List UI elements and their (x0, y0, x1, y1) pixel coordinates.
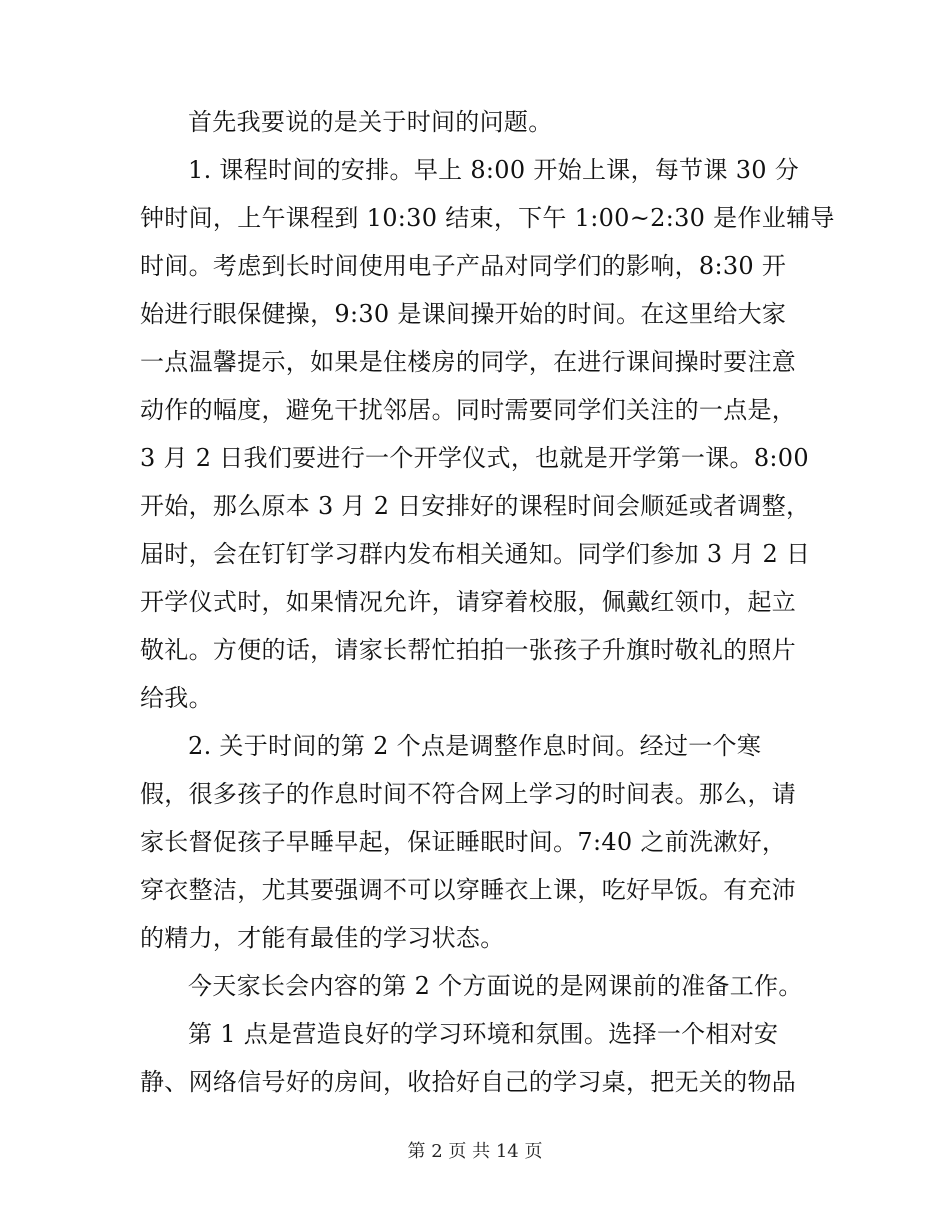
text-line: 的精力，才能有最佳的学习状态。 (140, 924, 505, 952)
text-line: 今天家长会内容的第 2 个方面说的是网课前的准备工作。 (188, 972, 803, 1000)
text-line: 家长督促孩子早睡早起，保证睡眠时间。7:40 之前洗漱好， (140, 828, 787, 856)
text-line: 钟时间，上午课程到 10:30 结束，下午 1:00~2:30 是作业辅导 (140, 204, 835, 232)
text-line: 假，很多孩子的作息时间不符合网上学习的时间表。那么，请 (140, 780, 797, 808)
text-line: 静、网络信号好的房间，收拾好自己的学习桌，把无关的物品 (140, 1068, 797, 1096)
text-line: 首先我要说的是关于时间的问题。 (188, 108, 553, 136)
text-line: 敬礼。方便的话，请家长帮忙拍拍一张孩子升旗时敬礼的照片 (140, 636, 797, 664)
text-line: 给我。 (140, 684, 213, 712)
text-line: 始进行眼保健操，9:30 是课间操开始的时间。在这里给大家 (140, 300, 787, 328)
text-line: 时间。考虑到长时间使用电子产品对同学们的影响，8:30 开 (140, 252, 787, 280)
text-line: 开始，那么原本 3 月 2 日安排好的课程时间会顺延或者调整， (140, 492, 811, 520)
text-line: 开学仪式时，如果情况允许，请穿着校服，佩戴红领巾，起立 (140, 588, 797, 616)
text-line: 届时，会在钉钉学习群内发布相关通知。同学们参加 3 月 2 日 (140, 540, 811, 568)
text-line: 动作的幅度，避免干扰邻居。同时需要同学们关注的一点是， (140, 396, 797, 424)
text-line: 3 月 2 日我们要进行一个开学仪式，也就是开学第一课。8:00 (140, 444, 809, 472)
text-line: 第 1 点是营造良好的学习环境和氛围。选择一个相对安 (188, 1020, 779, 1048)
text-line: 一点温馨提示，如果是住楼房的同学，在进行课间操时要注意 (140, 348, 797, 376)
text-line: 穿衣整洁，尤其要强调不可以穿睡衣上课，吃好早饭。有充沛 (140, 876, 797, 904)
page-number-footer: 第 2 页 共 14 页 (407, 1141, 543, 1162)
text-line: 1. 课程时间的安排。早上 8:00 开始上课，每节课 30 分 (188, 156, 800, 184)
text-line: 2. 关于时间的第 2 个点是调整作息时间。经过一个寒 (188, 732, 762, 760)
